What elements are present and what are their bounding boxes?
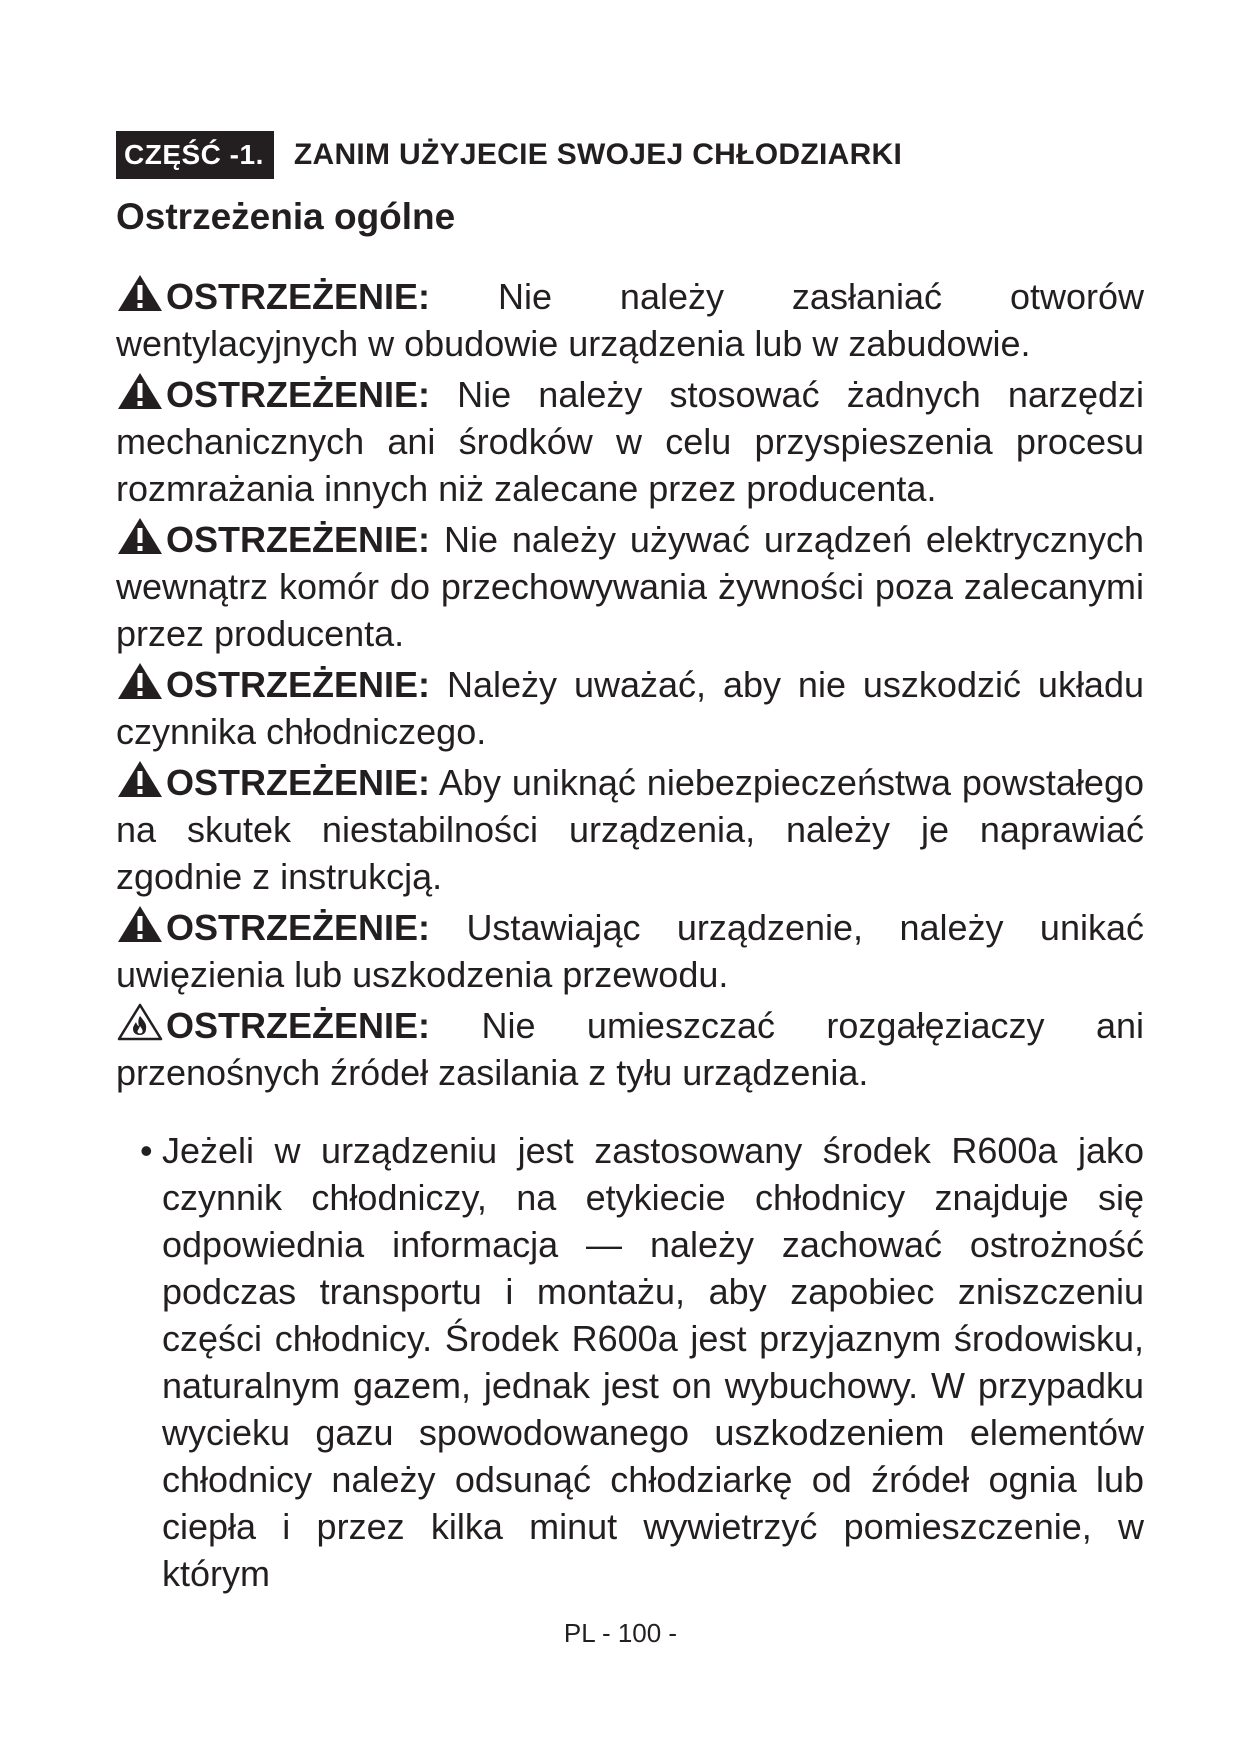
warning-label: OSTRZEŻENIE: <box>166 519 431 560</box>
warning-item <box>116 661 1144 755</box>
warning-label: OSTRZEŻENIE: <box>166 762 431 803</box>
part-header <box>116 131 902 179</box>
bullet-list <box>140 1127 1144 1597</box>
section-title: Ostrzeżenia ogólne <box>116 196 456 237</box>
warning-triangle-icon <box>116 273 164 313</box>
warning-text: Nie należy zasłaniać otworów wentylacyjnych w obudowie urządzenia lub w zabudowie. <box>116 276 1144 364</box>
warning-text: Aby uniknąć niebezpieczeństwa powstałego na skutek niestabilności urządzenia, należy je naprawiać zgodnie z instrukcją. <box>116 762 1144 897</box>
warning-item <box>116 904 1144 998</box>
warning-item <box>116 516 1144 657</box>
page-number: PL - 100 - <box>563 1618 678 1648</box>
warnings-list <box>116 273 1144 1100</box>
warning-triangle-icon <box>116 661 164 701</box>
warning-label: OSTRZEŻENIE: <box>166 374 431 415</box>
warning-label: OSTRZEŻENIE: <box>166 1005 431 1046</box>
warning-text: Należy uważać, aby nie uszkodzić układu czynnika chłodniczego. <box>116 664 1144 752</box>
warning-item <box>116 759 1144 900</box>
warning-text: Nie należy stosować żadnych narzędzi mechanicznych ani środków w celu przyspieszenia procesu rozmrażania innych niż zalecane przez producenta. <box>116 374 1144 509</box>
warning-label: OSTRZEŻENIE: <box>166 276 431 317</box>
warning-label: OSTRZEŻENIE: <box>166 907 431 948</box>
warning-triangle-icon <box>116 371 164 411</box>
part-title: ZANIM UŻYJECIE SWOJEJ CHŁODZIARKI <box>293 138 903 171</box>
bullet-text: Jeżeli w urządzeniu jest zastosowany środek R600a jako czynnik chłodniczy, na etykiecie chłodnicy znajduje się odpowiednia informacja — należy zachować ostrożność podczas transportu i montażu, aby zapobiec zniszczeniu części chłodnicy. Środek R600a jest przyjaznym środowisku, naturalnym gazem, jednak jest on wybuchowy. W przypadku wycieku gazu spowodowanego uszkodzeniem elementów chłodnicy należy odsunąć chłodziarkę od źródeł ognia lub ciepła i przez kilka minut wywietrzyć pomieszczenie, w którym <box>162 1130 1144 1594</box>
warning-item <box>116 1002 1144 1096</box>
warning-text: Nie należy używać urządzeń elektrycznych wewnątrz komór do przechowywania żywności poza zalecanymi przez producenta. <box>116 519 1144 654</box>
part-badge: CZĘŚĆ -1. <box>116 131 274 179</box>
warning-triangle-icon <box>116 904 164 944</box>
warning-triangle-icon <box>116 759 164 799</box>
warning-item <box>116 371 1144 512</box>
warning-triangle-icon <box>116 516 164 556</box>
fire-hazard-triangle-icon <box>116 1002 164 1042</box>
warning-label: OSTRZEŻENIE: <box>166 664 431 705</box>
bullet-mark: • <box>140 1130 153 1171</box>
list-item <box>140 1127 1144 1597</box>
warning-text: Nie umieszczać rozgałęziaczy ani przenośnych źródeł zasilania z tyłu urządzenia. <box>116 1005 1144 1093</box>
warning-item <box>116 273 1144 367</box>
warning-text: Ustawiając urządzenie, należy unikać uwięzienia lub uszkodzenia przewodu. <box>116 907 1144 995</box>
